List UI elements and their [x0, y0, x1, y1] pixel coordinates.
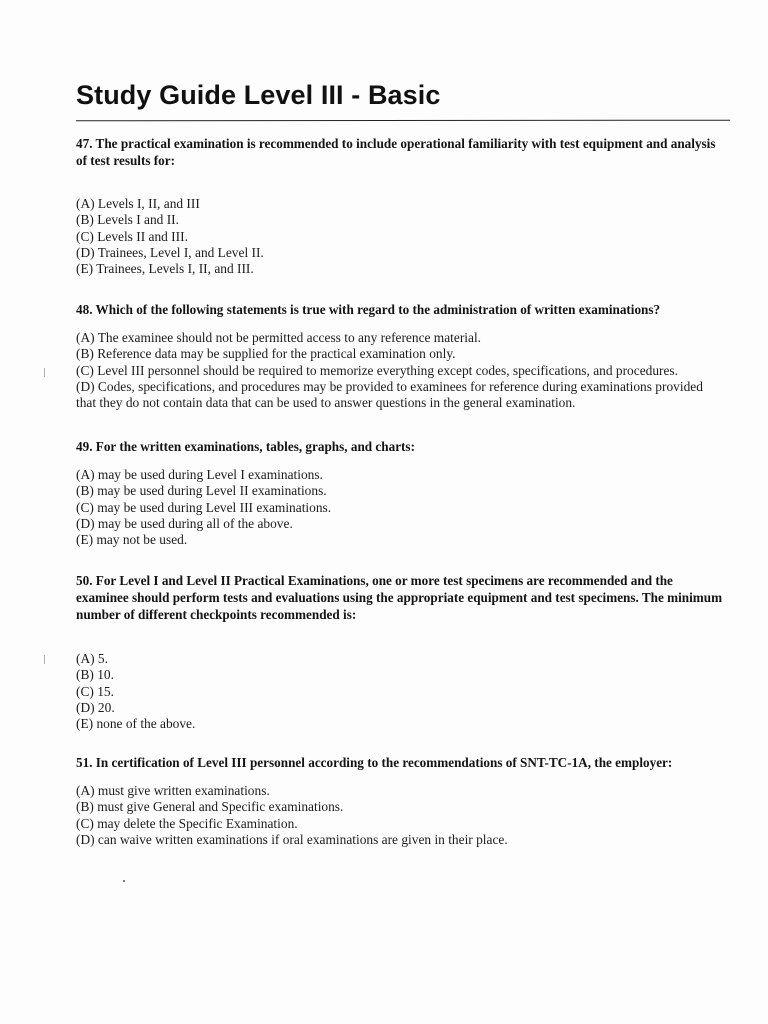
- answer-option: (C) may delete the Specific Examination.: [76, 815, 298, 831]
- answer-option: (E) none of the above.: [76, 716, 196, 732]
- scan-dot: [123, 880, 125, 882]
- answer-option: (C) Levels II and III.: [76, 228, 188, 244]
- answer-option: (D) may be used during all of the above.: [76, 515, 293, 531]
- question-51: [76, 754, 726, 848]
- page-title: Study Guide Level III - Basic: [76, 80, 441, 110]
- answer-option: (D) Codes, specifications, and procedures may be provided to examinees for reference during examinations provided that they do not contain data that can be used to answer questions in the general examination.: [76, 378, 703, 411]
- answer-option: (E) may not be used.: [76, 532, 188, 548]
- question-text: 51. In certification of Level III personnel according to the recommendations of SNT-TC-1A, the employer:: [76, 755, 673, 770]
- answer-option: (B) 10.: [76, 667, 114, 683]
- answer-options: [76, 467, 716, 548]
- answer-options: [76, 651, 724, 732]
- question-text: 47. The practical examination is recommended to include operational familiarity with test equipment and analysis of test results for:: [76, 136, 716, 168]
- answer-option: (B) must give General and Specific examinations.: [76, 799, 344, 815]
- answer-option: (D) 20.: [76, 699, 115, 715]
- title-divider: [76, 120, 730, 122]
- answer-option: (A) must give written examinations.: [76, 783, 270, 798]
- question-text: 48. Which of the following statements is true with regard to the administration of written examinations?: [76, 302, 661, 317]
- answer-option: (B) Reference data may be supplied for the practical examination only.: [76, 346, 456, 362]
- answer-option: (A) may be used during Level I examinations.: [76, 467, 323, 482]
- answer-option: (B) Levels I and II.: [76, 212, 179, 228]
- answer-option: (C) Level III personnel should be required to memorize everything except codes, specifications, and procedures.: [76, 362, 678, 378]
- answer-options: [76, 783, 726, 848]
- answer-option: (B) may be used during Level II examinations.: [76, 483, 327, 499]
- question-text: 49. For the written examinations, tables, graphs, and charts:: [76, 439, 415, 454]
- answer-options: [76, 196, 716, 277]
- question-50: [76, 572, 724, 732]
- answer-option: (E) Trainees, Levels I, II, and III.: [76, 261, 254, 277]
- question-text: 50. For Level I and Level II Practical Examinations, one or more test specimens are recommended and the examinee should perform tests and evaluations using the appropriate equipment and test specimens. The minimum number of different checkpoints recommended is:: [76, 573, 723, 622]
- answer-option: (C) 15.: [76, 683, 114, 699]
- answer-options: [76, 330, 726, 411]
- answer-option: (D) Trainees, Level I, and Level II.: [76, 244, 264, 260]
- question-47: [76, 135, 716, 277]
- scan-mark: [44, 655, 45, 664]
- answer-option: (D) can waive written examinations if oral examinations are given in their place.: [76, 831, 508, 847]
- answer-option: (A) Levels I, II, and III: [76, 196, 200, 211]
- question-49: [76, 438, 716, 548]
- answer-option: (A) The examinee should not be permitted access to any reference material.: [76, 330, 482, 345]
- answer-option: (A) 5.: [76, 651, 108, 666]
- question-48: [76, 301, 726, 411]
- scan-mark: [44, 368, 45, 377]
- answer-option: (C) may be used during Level III examinations.: [76, 499, 332, 515]
